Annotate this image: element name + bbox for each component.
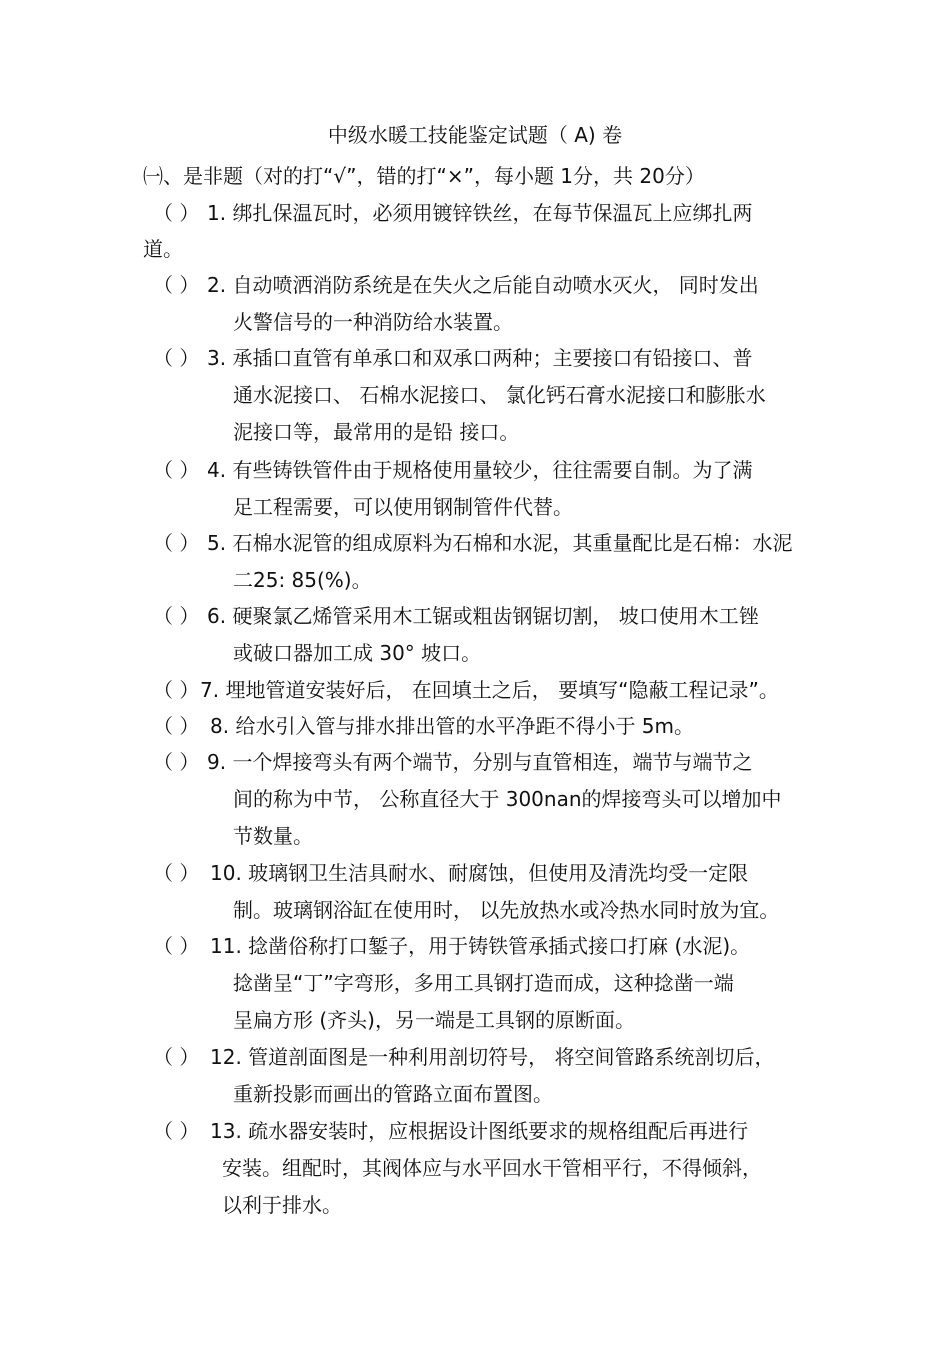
question-line — [0, 1079, 950, 1109]
answer-blank: （ ） — [153, 678, 200, 702]
question-line — [0, 417, 950, 447]
question-item — [0, 198, 950, 228]
answer-blank: （ ） — [153, 346, 200, 370]
question-item — [0, 675, 950, 705]
question-item — [0, 343, 950, 373]
question-text: 道。 — [143, 237, 183, 261]
answer-blank: （ ） — [153, 1119, 200, 1143]
question-text: 7. 埋地管道安装好后， 在回填土之后， 要填写“隐蔽工程记录”。 — [200, 678, 779, 702]
question-text: 1. 绑扎保温瓦时，必须用镀锌铁丝，在每节保温瓦上应绑扎两 — [207, 201, 753, 225]
question-text: 或破口器加工成 30° 坡口。 — [233, 641, 482, 665]
question-text: 11. 捻凿俗称打口錾子，用于铸铁管承插式接口打麻 (水泥)。 — [210, 934, 751, 958]
question-text: 捻凿呈“丁”字弯形，多用工具钢打造而成，这种捻凿一端 — [233, 971, 734, 995]
question-text: 5. 石棉水泥管的组成原料为石棉和水泥，其重量配比是石棉：水泥 — [207, 531, 793, 555]
question-text: 间的称为中节， 公称直径大于 300nan的焊接弯头可以增加中 — [233, 787, 782, 811]
answer-blank: （ ） — [153, 714, 200, 738]
question-line — [0, 968, 950, 998]
question-text: 12. 管道剖面图是一种利用剖切符号， 将空间管路系统剖切后， — [210, 1045, 775, 1069]
question-text: 4. 有些铸铁管件由于规格使用量较少，往往需要自制。为了满 — [207, 458, 753, 482]
answer-blank: （ ） — [153, 201, 200, 225]
question-item — [0, 455, 950, 485]
question-line — [0, 638, 950, 668]
question-item — [0, 747, 950, 777]
question-item — [0, 858, 950, 888]
question-line — [0, 492, 950, 522]
question-item — [0, 711, 950, 741]
question-text: 呈扁方形 (齐头)，另一端是工具钢的原断面。 — [233, 1008, 635, 1032]
answer-blank: （ ） — [153, 750, 200, 774]
page-title: 中级水暖工技能鉴定试题（ A) 卷 — [327, 123, 623, 147]
question-text: 重新投影而画出的管路立面布置图。 — [233, 1082, 553, 1106]
question-text: 13. 疏水器安装时，应根据设计图纸要求的规格组配后再进行 — [210, 1119, 749, 1143]
question-item — [0, 601, 950, 631]
question-line — [0, 821, 950, 851]
answer-blank: （ ） — [153, 273, 200, 297]
question-text: 节数量。 — [233, 824, 313, 848]
question-text: 二25: 85(%)。 — [233, 568, 372, 592]
question-line — [0, 1005, 950, 1035]
answer-blank: （ ） — [153, 861, 200, 885]
question-line — [0, 1153, 950, 1183]
question-item — [0, 528, 950, 558]
question-text: 足工程需要，可以使用钢制管件代替。 — [233, 495, 573, 519]
question-text: 泥接口等，最常用的是铅 接口。 — [233, 420, 520, 444]
answer-blank: （ ） — [153, 1045, 200, 1069]
question-item — [0, 1042, 950, 1072]
question-item — [0, 931, 950, 961]
question-line — [0, 234, 950, 264]
question-text: 8. 给水引入管与排水排出管的水平净距不得小于 5m。 — [210, 714, 695, 738]
question-item — [0, 270, 950, 300]
question-item — [0, 1116, 950, 1146]
question-line — [0, 380, 950, 410]
question-text: 10. 玻璃钢卫生洁具耐水、耐腐蚀，但使用及清洗均受一定限 — [210, 861, 749, 885]
answer-blank: （ ） — [153, 458, 200, 482]
question-text: 通水泥接口、 石棉水泥接口、 氯化钙石膏水泥接口和膨胀水 — [233, 383, 766, 407]
question-line — [0, 307, 950, 337]
question-text: 安装。组配时，其阀体应与水平回水干管相平行，不得倾斜， — [222, 1156, 762, 1180]
section-instruction: ㈠、是非题（对的打“√”，错的打“×”，每小题 1分，共 20分） — [143, 164, 705, 188]
question-text: 制。玻璃钢浴缸在使用时， 以先放热水或冷热水同时放为宜。 — [233, 898, 780, 922]
question-text: 9. 一个焊接弯头有两个端节，分别与直管相连，端节与端节之 — [207, 750, 753, 774]
answer-blank: （ ） — [153, 531, 200, 555]
answer-blank: （ ） — [153, 604, 200, 628]
question-line — [0, 1190, 950, 1220]
question-text: 火警信号的一种消防给水装置。 — [233, 310, 513, 334]
answer-blank: （ ） — [153, 934, 200, 958]
question-line — [0, 784, 950, 814]
question-text: 3. 承插口直管有单承口和双承口两种；主要接口有铅接口、普 — [207, 346, 753, 370]
question-text: 6. 硬聚氯乙烯管采用木工锯或粗齿钢锯切割， 坡口使用木工锉 — [207, 604, 759, 628]
question-text: 2. 自动喷洒消防系统是在失火之后能自动喷水灭火， 同时发出 — [207, 273, 759, 297]
question-line — [0, 895, 950, 925]
question-line — [0, 565, 950, 595]
question-text: 以利于排水。 — [222, 1193, 342, 1217]
